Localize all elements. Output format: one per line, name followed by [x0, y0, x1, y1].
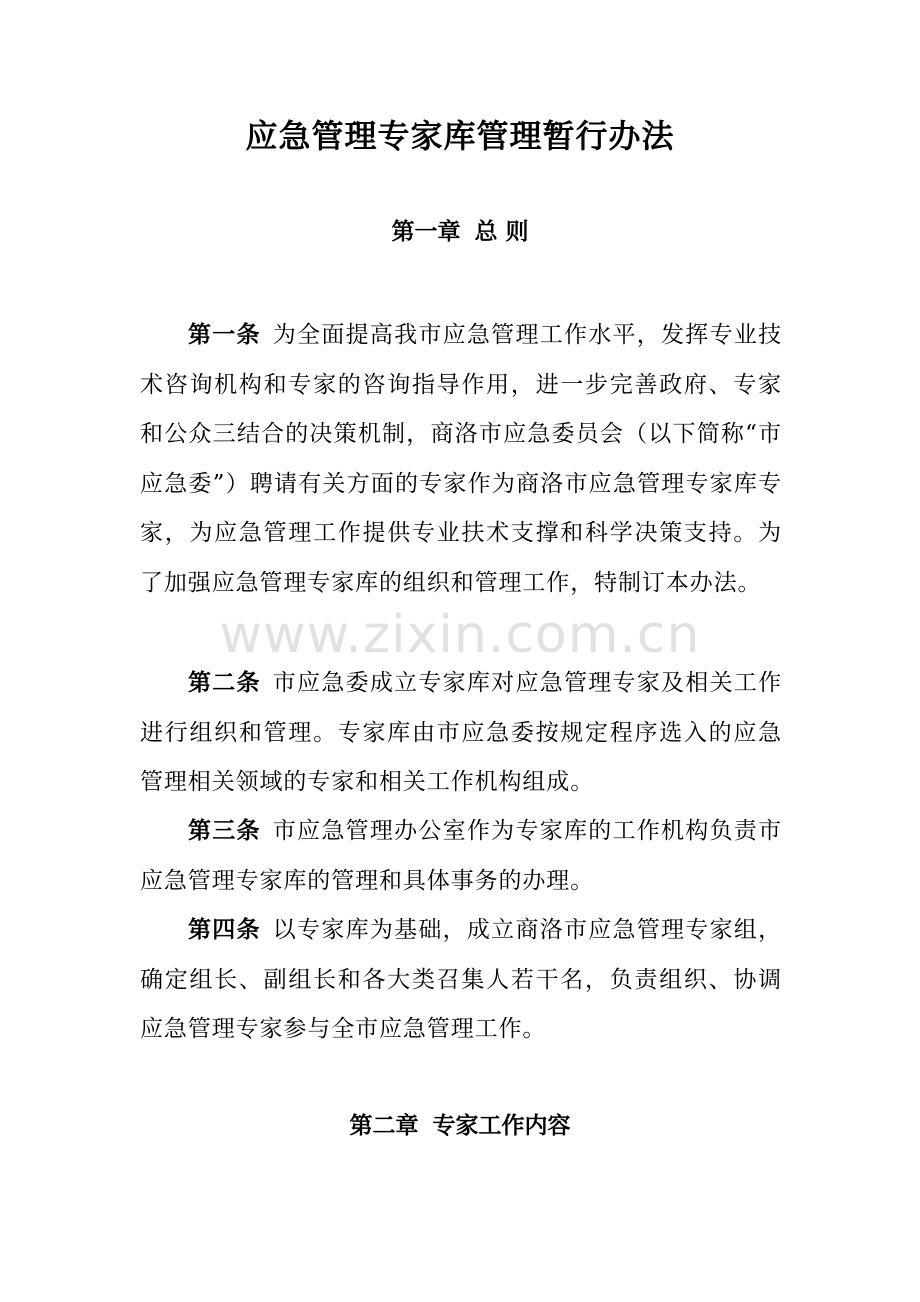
article-number: 第四条: [188, 917, 261, 943]
article-paragraph: [140, 311, 782, 608]
chapter-name: 专家工作内容: [432, 1113, 571, 1139]
article-number: 第三条: [188, 818, 261, 844]
chapter-number: 第一章: [391, 219, 461, 245]
article-number: 第一条: [188, 322, 261, 348]
document-title: 应急管理专家库管理暂行办法: [245, 117, 675, 155]
chapter-heading: [0, 1108, 920, 1144]
chapter-number: 第二章: [349, 1113, 419, 1139]
chapter-heading: [0, 214, 920, 250]
article-text: 为全面提高我市应急管理工作水平，发挥专业技术咨询机构和专家的咨询指导作用，进一步完善政府、专家和公众三结合的决策机制，商洛市应急委员会（以下简称“市应急委”）聘请有关方面的专家作为商洛市应急管理专家库专家，为应急管理工作提供专业扶术支撑和科学决策支持。为了加强应急管理专家库的组织和管理工作，特制订本办法。: [140, 322, 782, 596]
article-paragraph: [140, 659, 782, 808]
article-paragraph: [140, 807, 782, 906]
article-text: 以专家库为基础，成立商洛市应急管理专家组，确定组长、副组长和各大类召集人若干名，负责组织、协调应急管理专家参与全市应急管理工作。: [140, 917, 782, 1042]
article-paragraph: [140, 906, 782, 1055]
article-number: 第二条: [188, 670, 261, 696]
article-text: 市应急管理办公室作为专家库的工作机构负责市应急管理专家库的管理和具体事务的办理。: [140, 818, 782, 894]
chapter-name: 总 则: [474, 219, 529, 245]
watermark: www.zixin.com.cn: [219, 605, 701, 665]
article-text: 市应急委成立专家库对应急管理专家及相关工作进行组织和管理。专家库由市应急委按规定程序选入的应急管理相关领域的专家和相关工作机构组成。: [140, 670, 782, 795]
